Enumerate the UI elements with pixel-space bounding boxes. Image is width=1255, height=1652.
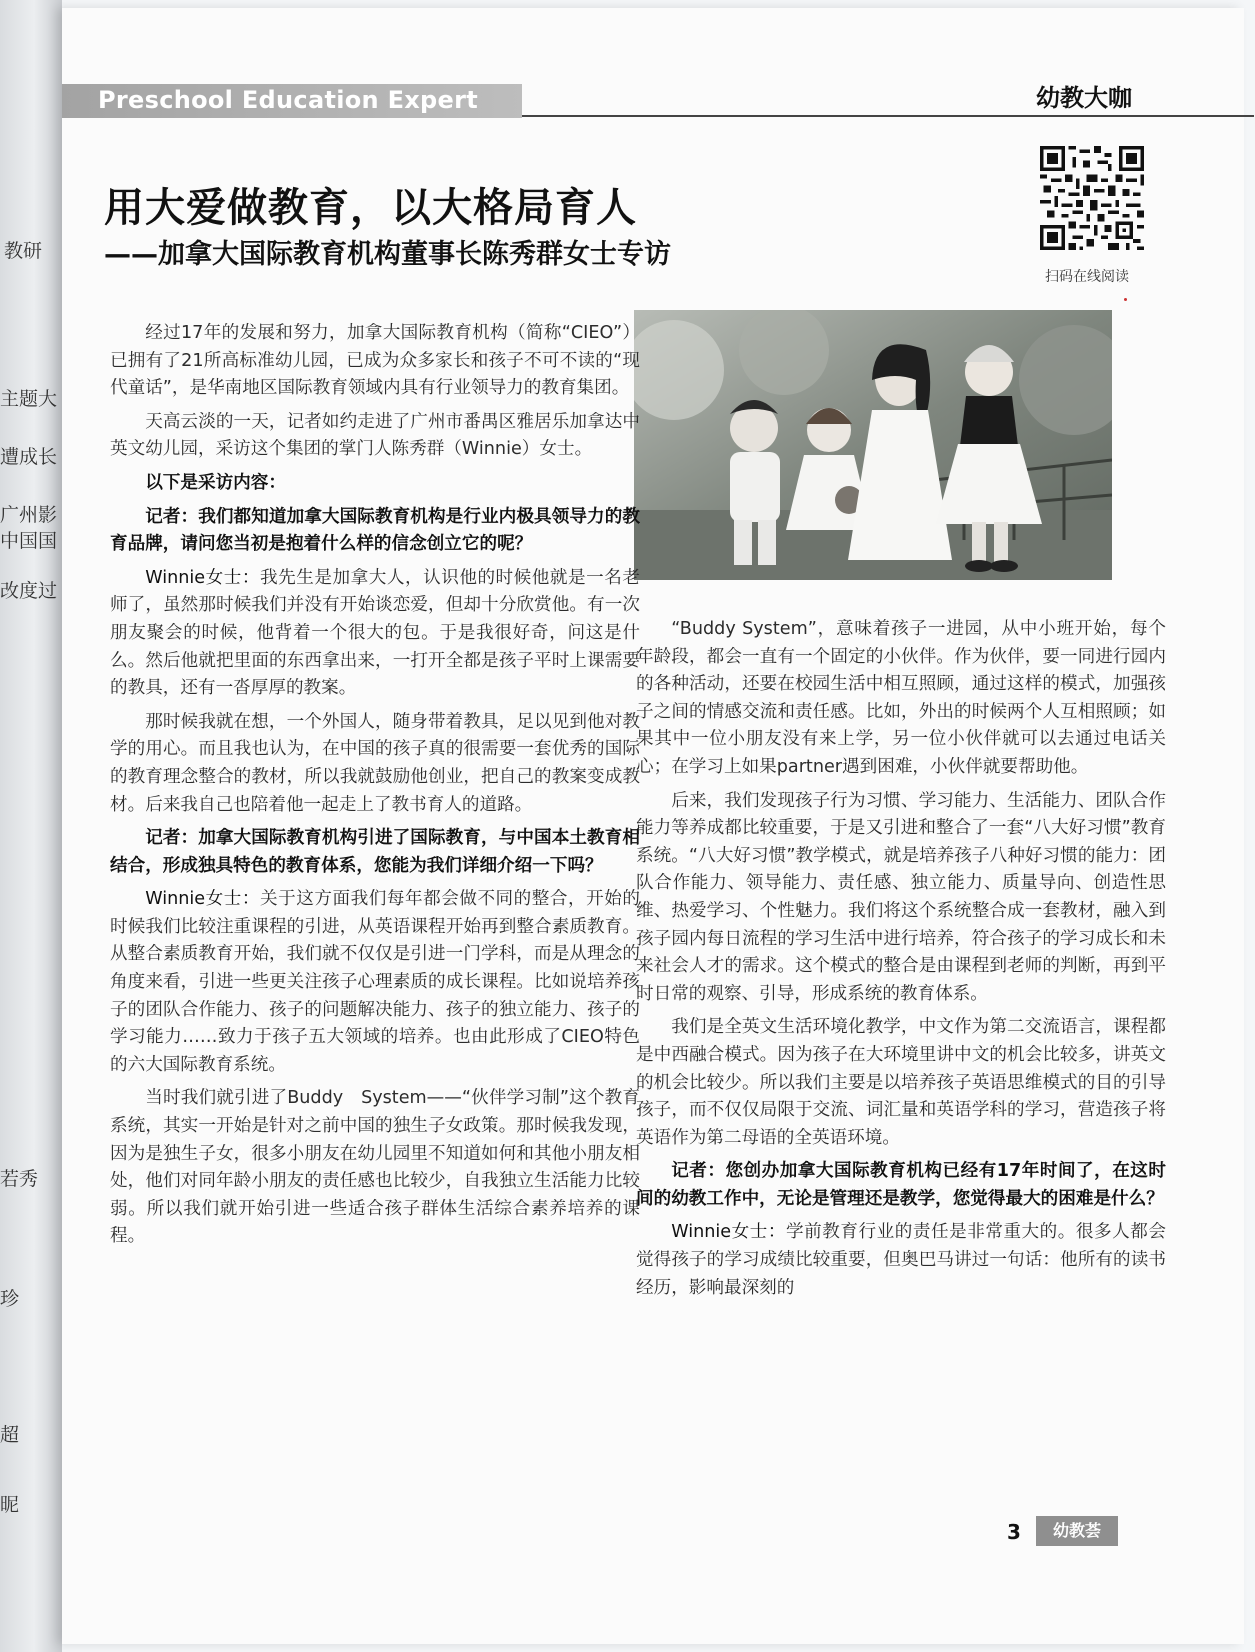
header-rule [522, 115, 1254, 117]
section-intro [110, 470, 640, 498]
header-band-text: Preschool Education Expert [98, 86, 479, 114]
interview-question [110, 825, 640, 880]
paragraph-text: 记者：您创办加拿大国际教育机构已经有17年时间了，在这时间的幼教工作中，无论是管理还是教学，您觉得最大的困难是什么？ [636, 1161, 1166, 1209]
paragraph-text: 以下是采访内容： [145, 472, 286, 493]
paragraph-text: 我先生是加拿大人，认识他的时候他就是一名老师了，虽然那时候我们并没有开始谈恋爱，但却十分欣赏他。有一次朋友聚会的时候，他背着一个很大的包。于是我很好奇，问这是什么。然后他就把里面的东西拿出来，一打开全都是孩子平时上课需要的教具，还有一沓厚厚的教案。 [110, 567, 640, 699]
paragraph-text: 那时候我就在想，一个外国人，随身带着教具，足以见到他对教学的用心。而且我也认为，在中国的孩子真的很需要一套优秀的国际的教育理念整合的教材，所以我就鼓励他创业，把自己的教案变成教材。后来我自己也陪着他一起走上了教书育人的道路。 [110, 711, 640, 815]
magazine-page [62, 8, 1244, 1644]
article-subtitle: ——加拿大国际教育机构董事长陈秀群女士专访 [104, 239, 671, 270]
interview-question [636, 1158, 1166, 1213]
paragraph-text: 当时我们就引进了Buddy System——“伙伴学习制”这个教育系统，其实一开始是针对之前中国的独生子女政策。那时候我发现，因为是独生子女，很多小朋友在幼儿园里不知道如何和其他小朋友相处，他们对同年龄小朋友的责任感也比较少，自我独立生活能力比较弱。所以我们就开始引进一些适合孩子群体生活综合素养培养的课程。 [110, 1088, 640, 1247]
previous-page-text: 遭成长 [0, 446, 58, 468]
previous-page-text: 昵 [0, 1494, 20, 1516]
interview-answer [110, 886, 640, 1079]
interview-answer [636, 1219, 1166, 1302]
previous-page-text: 超 [0, 1424, 20, 1446]
paragraph-text: “Buddy System”，意味着孩子一进园，从中小班开始，每个年龄段，都会一直有一个固定的小伙伴。作为伙伴，要一同进行园内的各种活动，还要在校园生活中相互照顾，通过这样的模式，加强孩子之间的情感交流和责任感。比如，外出的时候两个人互相照顾；如果其中一位小朋友没有来上学，另一位小伙伴就可以去通过电话关心；在学习上如果partner遇到困难，小伙伴就要帮助他。 [636, 619, 1166, 777]
left-column [110, 320, 640, 1257]
previous-page-text: 广州影 [0, 504, 58, 526]
interview-answer [110, 565, 640, 703]
paragraph-text: 我们是全英文生活环境化教学，中文作为第二交流语言，课程都是中西融合模式。因为孩子在大环境里讲中文的机会比较多，讲英文的机会比较少。所以我们主要是以培养孩子英语思维模式的目的引导孩子，而不仅仅局限于交流、词汇量和英语学科的学习，营造孩子将英语作为第二母语的全英语环境。 [636, 1017, 1166, 1148]
paragraph-text: 天高云淡的一天，记者如约走进了广州市番禺区雅居乐加拿达中英文幼儿园，采访这个集团的掌门人陈秀群（Winnie）女士。 [110, 411, 640, 460]
previous-page-strip [0, 0, 62, 1652]
paragraph-text: 后来，我们发现孩子行为习惯、学习能力、生活能力、团队合作能力等养成都比较重要，于是又引进和整合了一套“八大好习惯”教育系统。“八大好习惯”教学模式，就是培养孩子八种好习惯的能力：团队合作能力、领导能力、责任感、独立能力、质量导向、创造性思维、热爱学习、个性魅力。我们将这个系统整合成一套教材，融入到孩子园内每日流程的学习生活中进行培养，符合孩子的学习成长和未来社会人才的需求。这个模式的整合是由课程到老师的判断，再到平时日常的观察、引导，形成系统的教育体系。 [636, 790, 1166, 1004]
speaker-label: Winnie女士： [145, 889, 260, 910]
speaker-label: Winnie女士： [145, 567, 260, 588]
body-paragraph [636, 1014, 1166, 1152]
previous-page-text: 珍 [0, 1288, 20, 1310]
header-band [62, 84, 522, 118]
speaker-label: Winnie女士： [671, 1222, 786, 1243]
body-paragraph [110, 709, 640, 819]
page-number: 3 [1007, 1520, 1021, 1544]
previous-page-text: 若秀 [0, 1168, 39, 1190]
paragraph-text: 记者：我们都知道加拿大国际教育机构是行业内极具领导力的教育品牌，请问您当初是抱着什么样的信念创立它的呢？ [110, 506, 640, 555]
footer-badge: 幼教荟 [1036, 1516, 1118, 1546]
paragraph-text: 经过17年的发展和努力，加拿大国际教育机构（简称“CIEO”）已拥有了21所高标准幼儿园，已成为众多家长和孩子不可不读的“现代童话”，是华南地区国际教育领域内具有行业领导力的教育集团。 [110, 323, 640, 399]
previous-page-text: 主题大 [0, 388, 58, 410]
paragraph-text: 记者：加拿大国际教育机构引进了国际教育，与中国本土教育相结合，形成独具特色的教育体系，您能为我们详细介绍一下吗？ [110, 828, 640, 876]
body-paragraph [636, 788, 1166, 1009]
previous-page-text: 中国国 [0, 530, 58, 552]
article-title: 用大爱做教育，以大格局育人 [104, 185, 637, 231]
body-paragraph [110, 320, 640, 403]
right-column [636, 616, 1166, 1308]
photo-family-icon [634, 310, 1112, 580]
section-title: 幼教大咖 [1036, 84, 1132, 112]
family-photo [634, 310, 1112, 580]
qr-caption: 扫码在线阅读 [1045, 269, 1129, 285]
body-paragraph [110, 409, 640, 464]
body-paragraph [636, 616, 1166, 782]
previous-page-text: 教研 [4, 240, 43, 262]
interview-question [110, 504, 640, 559]
qr-code-icon[interactable] [1040, 146, 1144, 250]
paragraph-text: 学前教育行业的责任是非常重大的。很多人都会觉得孩子的学习成绩比较重要，但奥巴马讲过一句话：他所有的读书经历，影响最深刻的 [636, 1222, 1166, 1298]
print-speck [1124, 298, 1127, 301]
body-paragraph [110, 1085, 640, 1251]
paragraph-text: 关于这方面我们每年都会做不同的整合，开始的时候我们比较注重课程的引进，从英语课程开始再到整合素质教育。从整合素质教育开始，我们就不仅仅是引进一门学科，而是从理念的角度来看，引进一些更关注孩子心理素质的成长课程。比如说培养孩子的团队合作能力、孩子的问题解决能力、孩子的独立能力、孩子的学习能力……致力于孩子五大领域的培养。也由此形成了CIEO特色的六大国际教育系统。 [110, 889, 640, 1075]
previous-page-text: 改度过 [0, 580, 58, 602]
